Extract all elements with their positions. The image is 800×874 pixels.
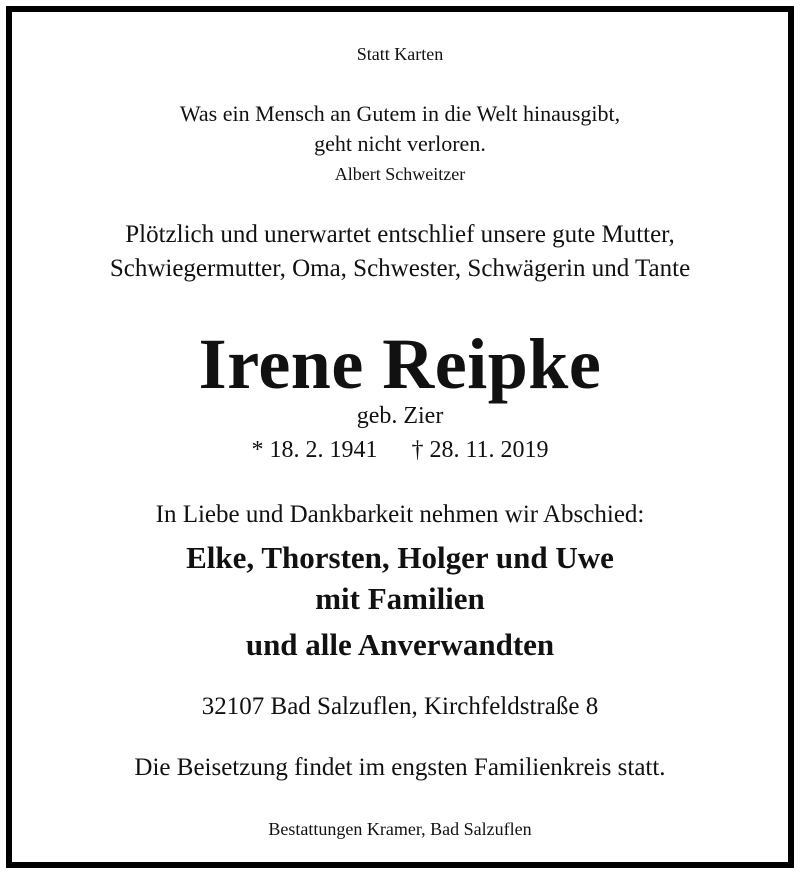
birth-name: geb. Zier bbox=[356, 403, 444, 429]
birth-date: * 18. 2. 1941 bbox=[251, 437, 378, 463]
obituary-notice bbox=[6, 6, 794, 868]
quote-author: Albert Schweitzer bbox=[334, 164, 466, 184]
family-line-2: mit Familien bbox=[315, 581, 485, 616]
deceased-name: Irene Reipke bbox=[198, 324, 602, 404]
farewell-text: In Liebe und Dankbarkeit nehmen wir Abschied: bbox=[155, 501, 645, 528]
death-date: † 28. 11. 2019 bbox=[411, 437, 549, 463]
intro-line-2: Schwiegermutter, Oma, Schwester, Schwägerin und Tante bbox=[109, 255, 691, 282]
quote-line-2: geht nicht verloren. bbox=[314, 131, 486, 156]
burial-note: Die Beisetzung findet im engsten Familienkreis statt. bbox=[134, 754, 666, 781]
header-text: Statt Karten bbox=[356, 44, 444, 64]
family-line-3: und alle Anverwandten bbox=[245, 627, 555, 662]
intro-line-1: Plötzlich und unerwartet entschlief unsere gute Mutter, bbox=[125, 221, 675, 248]
funeral-home: Bestattungen Kramer, Bad Salzuflen bbox=[268, 819, 532, 839]
quote-line-1: Was ein Mensch an Gutem in die Welt hinausgibt, bbox=[179, 101, 621, 126]
family-line-1: Elke, Thorsten, Holger und Uwe bbox=[186, 540, 614, 575]
address-text: 32107 Bad Salzuflen, Kirchfeldstraße 8 bbox=[201, 693, 599, 720]
life-dates bbox=[12, 438, 788, 462]
